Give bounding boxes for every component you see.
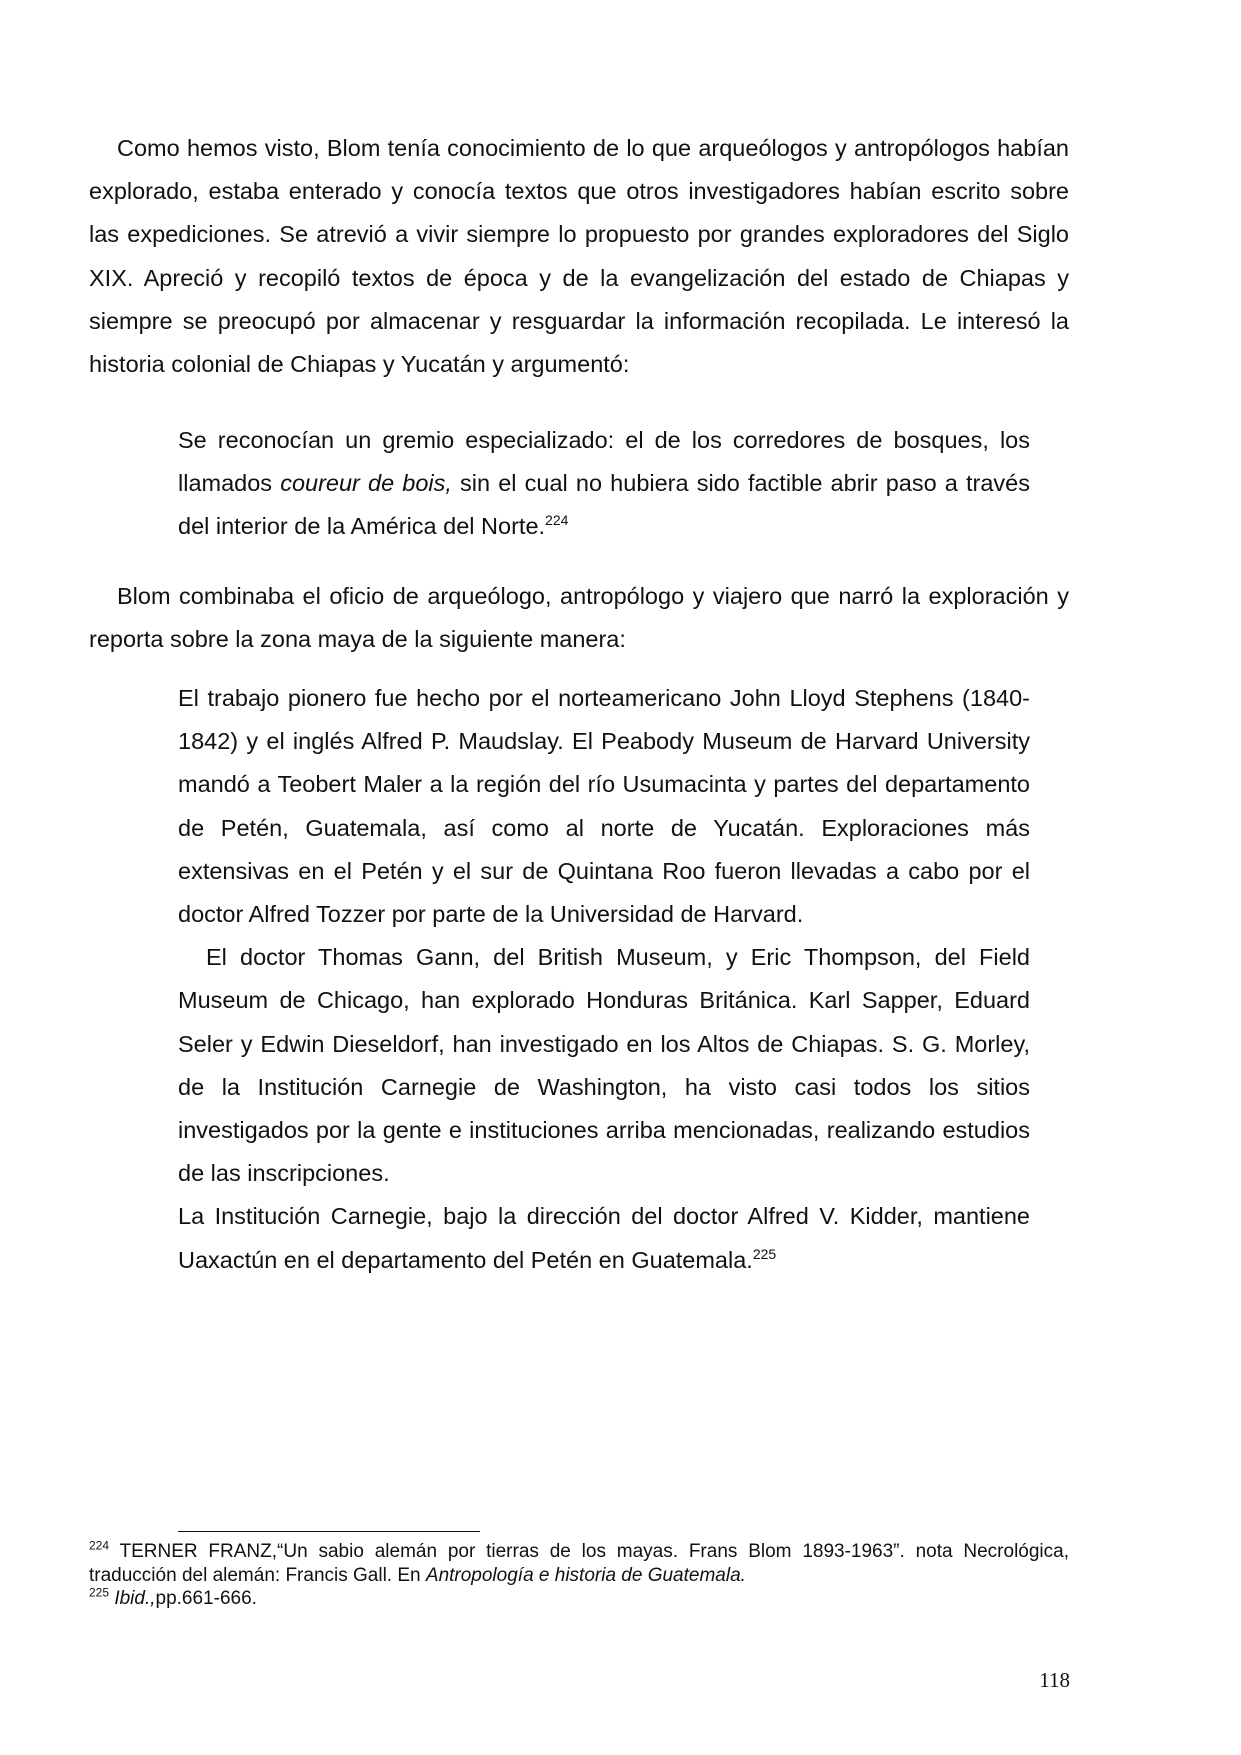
block-quote-2-paragraph-1: El trabajo pionero fue hecho por el norteamericano John Lloyd Stephens (1840-1842) y el inglés Alfred P. Maudslay. El Peabody Museum de Harvard University mandó a Teobert Maler a la región del río Usumacinta y partes del departamento de Petén, Guatemala, así como al norte de Yucatán. Exploraciones más extensivas en el Petén y el sur de Quintana Roo fueron llevadas a cabo por el doctor Alfred Tozzer por parte de la Universidad de Harvard.: [178, 685, 1030, 928]
footnote-number: 224: [89, 1538, 110, 1553]
footnote-separator: [178, 1531, 480, 1532]
footnote-pages: pp.661-666.: [155, 1588, 257, 1609]
block-quote-1-text: [178, 419, 1030, 549]
footnote-224: [89, 1540, 1069, 1587]
footnote-text: TERNER FRANZ,“Un sabio alemán por tierras de los mayas. Frans Blom 1893-1963”. nota Necrológica, traducción del alemán: Francis Gall. En: [89, 1541, 1069, 1586]
footnote-number: 225: [89, 1585, 110, 1600]
block-quote-2-paragraph-2: El doctor Thomas Gann, del British Museum, y Eric Thompson, del Field Museum de Chicago, han explorado Honduras Británica. Karl Sapper, Eduard Seler y Edwin Dieseldorf, han investigado en los Altos de Chiapas. S. G. Morley, de la Institución Carnegie de Washington, ha visto casi todos los sitios investigados por la gente e instituciones arriba mencionadas, realizando estudios de las inscripciones.: [178, 944, 1030, 1187]
quote-1-text-end: sin el cual no hubiera sido factible abrir paso a través del interior de la América del Norte.: [178, 470, 1030, 540]
footnote-italic-ibid: Ibid.,: [114, 1588, 156, 1609]
footnotes: [89, 1540, 1069, 1611]
block-quote-2-paragraph-3-text: La Institución Carnegie, bajo la dirección del doctor Alfred V. Kidder, mantiene Uaxactún en el departamento del Petén en Guatemala.: [178, 1203, 1030, 1273]
footnote-225: [89, 1587, 1069, 1611]
footnote-italic-title: Antropología e historia de Guatemala.: [425, 1564, 746, 1586]
page-number: 118: [1039, 1668, 1070, 1692]
quote-1-italic-term: coureur de bois,: [280, 470, 452, 497]
block-quote-2-paragraph-3: [178, 1195, 1030, 1281]
quote-1-text-start: Se reconocían un gremio especializado: el de los corredores de bosques, los llamados: [178, 427, 1030, 497]
block-quote-2: [178, 677, 1030, 1282]
block-quote-1: [178, 419, 1030, 549]
body-paragraph-2: Blom combinaba el oficio de arqueólogo, antropólogo y viajero que narró la exploración y reporta sobre la zona maya de la siguiente manera:: [89, 583, 1069, 653]
body-paragraph-1: Como hemos visto, Blom tenía conocimiento de lo que arqueólogos y antropólogos habían explorado, estaba enterado y conocía textos que otros investigadores habían escrito sobre las expediciones. Se atrevió a vivir siempre lo propuesto por grandes exploradores del Siglo XIX. Apreció y recopiló textos de época y de la evangelización del estado de Chiapas y siempre se preocupó por almacenar y resguardar la información recopilada. Le interesó la historia colonial de Chiapas y Yucatán y argumentó:: [89, 135, 1069, 378]
footnote-ref-225[interactable]: 225: [752, 1245, 777, 1262]
footnote-ref-224[interactable]: 224: [545, 512, 569, 529]
